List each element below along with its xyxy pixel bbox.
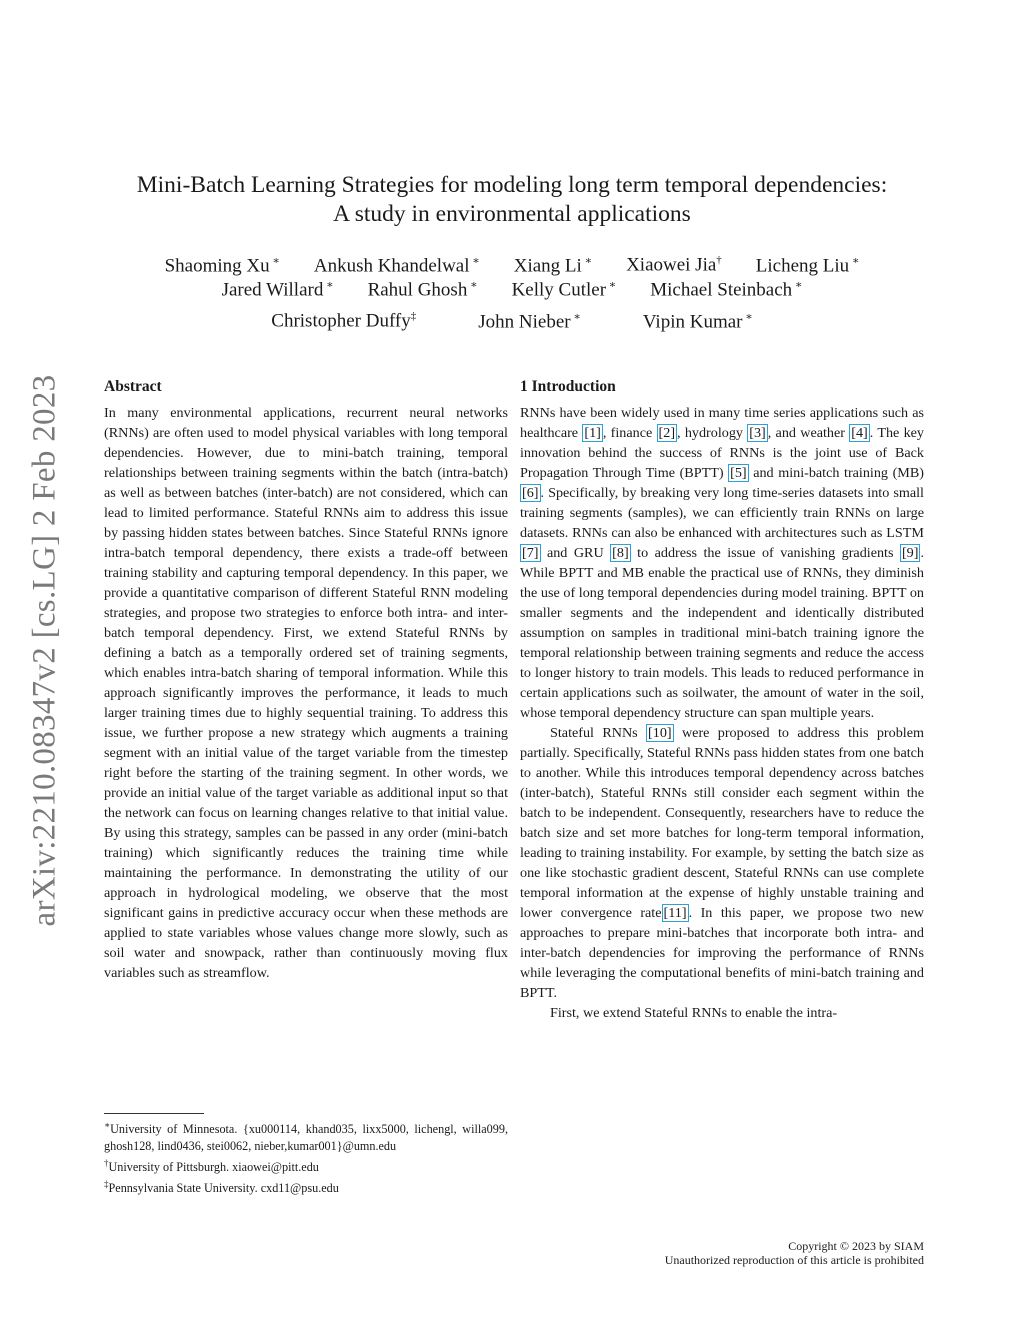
footnote-3-text: Pennsylvania State University. cxd11@psu.edu (108, 1181, 339, 1196)
author-name: Rahul Ghosh (367, 279, 468, 301)
author-affiliation-mark: ∗ (606, 279, 617, 291)
arxiv-identifier-text: arXiv:2210.08347v2 [cs.LG] 2 Feb 2023 (26, 374, 63, 926)
citation-link[interactable]: [1] (584, 425, 601, 441)
author-name: Ankush Khandelwal (313, 255, 470, 277)
citation-link[interactable]: [11] (663, 905, 687, 921)
citation-link[interactable]: [9] (901, 545, 919, 561)
author-affiliation-mark: ∗ (742, 311, 753, 323)
title-line-1: Mini-Batch Learning Strategies for modeling long term temporal dependencies: (136, 172, 888, 198)
paragraph-text: . The key innovation behind the success of RNNs is the joint use of Back Propagation Through Time (BPTT) (520, 425, 924, 481)
citation-link[interactable]: [5] (730, 465, 747, 481)
author-affiliation-mark: ∗ (581, 255, 593, 267)
paragraph-text: and GRU (540, 545, 611, 561)
author-affiliation-mark: ∗ (323, 279, 334, 291)
author-name: Xiaowei Jia (626, 254, 717, 276)
abstract-text: In many environmental applications, recurrent neural networks (RNNs) are often used to model physical variables with long temporal dependencies. However, due to mini-batch training, temporal relationships between training segments within the batch (intra-batch) as well as between batches (inter-batch) are not considered, which can lead to limited performance. Stateful RNNs aim to address this issue by passing hidden states between batches. Since Stateful RNNs ignore intra-batch temporal dependency, there exists a trade-off between training stability and capturing temporal dependency. In this paper, we provide a quantitative comparison of different Stateful RNN modeling strategies, and propose two strategies to enforce both intra- and inter-batch temporal dependency. First, we extend Stateful RNNs by defining a batch as a temporally ordered set of training segments, which enables intra-batch sharing of temporal information. While this approach significantly improves the performance, it leads to much larger training times due to highly sequential training. To address this issue, we further propose a new strategy which augments a training segment with an initial value of the target variable from the timestep right before the starting of the training segment. In other words, we provide an initial value of the target variable as additional input so that the network can focus on learning changes relative to that initial value. By using this strategy, samples can be passed in any order (mini-batch training) which significantly reduces the training time while maintaining the performance. In demonstrating the utility of our approach in hydrological modeling, we observe that the most significant gains in predictive accuracy occur when these methods are applied to state variables whose values change more slowly, such as soil water and snowpack, rather than continuously moving flux variables such as streamflow. (104, 405, 508, 981)
footnote-3 (104, 1176, 508, 1197)
author-name: Licheng Liu (755, 255, 850, 277)
copyright-line-2: Unauthorized reproduction of this article is prohibited (664, 1253, 924, 1267)
author (271, 310, 416, 333)
paragraph-text: , hydrology (677, 425, 748, 441)
author-affiliation-mark: ∗ (469, 255, 480, 267)
paragraph-text: to address the issue of vanishing gradients (630, 545, 900, 561)
citation-link[interactable]: [10] (648, 725, 672, 741)
citation-link[interactable]: [2] (658, 425, 676, 441)
arxiv-identifier (20, 360, 70, 940)
paragraph-text: were proposed to address this problem partially. Specifically, Stateful RNNs pass hidden states from one batch to another. While this introduces temporal dependency across batches (inter-batch), Stateful RNNs still consider each segment within the batch to be independent. Consequently, researchers have to reduce the batch size and set more batches for long-term temporal information, leading to training instability. For example, by setting the batch size as one like stochastic gradient descent, Stateful RNNs can use complete temporal information at the expense of highly unstable training and lower convergence rate (520, 725, 924, 921)
author-name: Jared Willard (221, 279, 324, 301)
author-list-row-1 (100, 254, 924, 277)
paragraph-text: RNNs have been widely used in many time series applications such as healthcare (520, 405, 924, 441)
author-affiliation-mark: ∗ (849, 255, 860, 267)
footnote-1-mark: ∗ (104, 1120, 111, 1130)
author-name: Xiang Li (513, 255, 582, 277)
author-name: Vipin Kumar (642, 311, 743, 333)
footnote-2-mark: † (104, 1158, 109, 1169)
author-affiliation-mark: ∗ (792, 279, 803, 291)
footnote-2 (104, 1155, 508, 1176)
introduction-section (520, 377, 924, 1023)
author-affiliation-mark: † (716, 254, 722, 266)
author-name: John Nieber (478, 311, 571, 333)
author-affiliation-mark: ∗ (467, 279, 478, 291)
author-affiliation-mark: ‡ (410, 310, 417, 322)
author (512, 278, 617, 301)
author (756, 254, 860, 277)
citation-link[interactable]: [6] (522, 485, 539, 501)
introduction-heading: 1 Introduction (520, 378, 616, 395)
footnote-3-mark: ‡ (104, 1179, 109, 1190)
citation-link[interactable]: [7] (522, 545, 539, 561)
author-name: Christopher Duffy (271, 310, 411, 332)
introduction-paragraph-1 (520, 403, 924, 723)
abstract-heading: Abstract (104, 378, 162, 395)
paragraph-text: . Specifically, by breaking very long time-series datasets into small training segments (samples), we can efficiently train RNNs on large datasets. RNNs can also be enhanced with architectures such as LSTM (520, 485, 924, 541)
author (650, 278, 802, 301)
author (643, 310, 753, 333)
author (222, 278, 334, 301)
author (514, 254, 592, 277)
author (478, 310, 581, 333)
paragraph-text: . While BPTT and MB enable the practical use of RNNs, they diminish the use of long temporal dependencies during model training. BPTT on smaller segments and the independent and identically distributed assumption on samples in traditional mini-batch training ignore the temporal relationship between training segments and reduce the access to longer history to train models. This leads to reduced performance in certain applications such as soilwater, the amount of water in the soil, whose temporal dependency structure can span multiple years. (520, 545, 924, 721)
copyright-notice (665, 1239, 924, 1267)
paragraph-text: and mini-batch training (MB) (748, 465, 924, 481)
citation-link[interactable]: [8] (612, 545, 629, 561)
paragraph-text: . In this paper, we propose two new approaches to prepare mini-batches that incorporate both intra- and inter-batch dependencies for improving the performance of RNNs while leveraging the computational benefits of mini-batch training and BPTT. (520, 905, 924, 1001)
introduction-paragraph-2 (520, 723, 924, 1003)
paragraph-text: , finance (602, 425, 657, 441)
author-affiliation-mark: ∗ (269, 255, 280, 267)
paragraph-text: , and weather (767, 425, 850, 441)
title-line-2: A study in environmental applications (333, 201, 691, 227)
author (314, 254, 480, 277)
citation-link[interactable]: [3] (749, 425, 766, 441)
paragraph-text: Stateful RNNs (550, 725, 647, 741)
copyright-line-1: Copyright © 2023 by SIAM (788, 1239, 924, 1253)
author-name: Kelly Cutler (511, 279, 607, 301)
author-name: Shaoming Xu (164, 255, 270, 277)
author (165, 254, 280, 277)
introduction-paragraph-3: First, we extend Stateful RNNs to enable the intra- (550, 1005, 838, 1021)
footnotes (104, 1113, 508, 1197)
footnote-1 (104, 1117, 508, 1155)
author-affiliation-mark: ∗ (570, 311, 581, 323)
abstract-section (104, 377, 508, 983)
paper-title (80, 171, 944, 229)
author (626, 254, 722, 277)
author-name: Michael Steinbach (650, 279, 793, 301)
citation-link[interactable]: [4] (851, 425, 868, 441)
author (368, 278, 478, 301)
footnote-2-text: University of Pittsburgh. xiaowei@pitt.edu (108, 1160, 319, 1175)
author-list-row-3 (100, 310, 924, 333)
footnote-1-text: University of Minnesota. {xu000114, khand035, lixx5000, lichengl, willa099, ghosh128, lind0436, stei0062, nieber,kumar001}@umn.edu (104, 1122, 508, 1154)
author-list-row-2 (100, 278, 924, 301)
footnote-rule (104, 1113, 204, 1114)
